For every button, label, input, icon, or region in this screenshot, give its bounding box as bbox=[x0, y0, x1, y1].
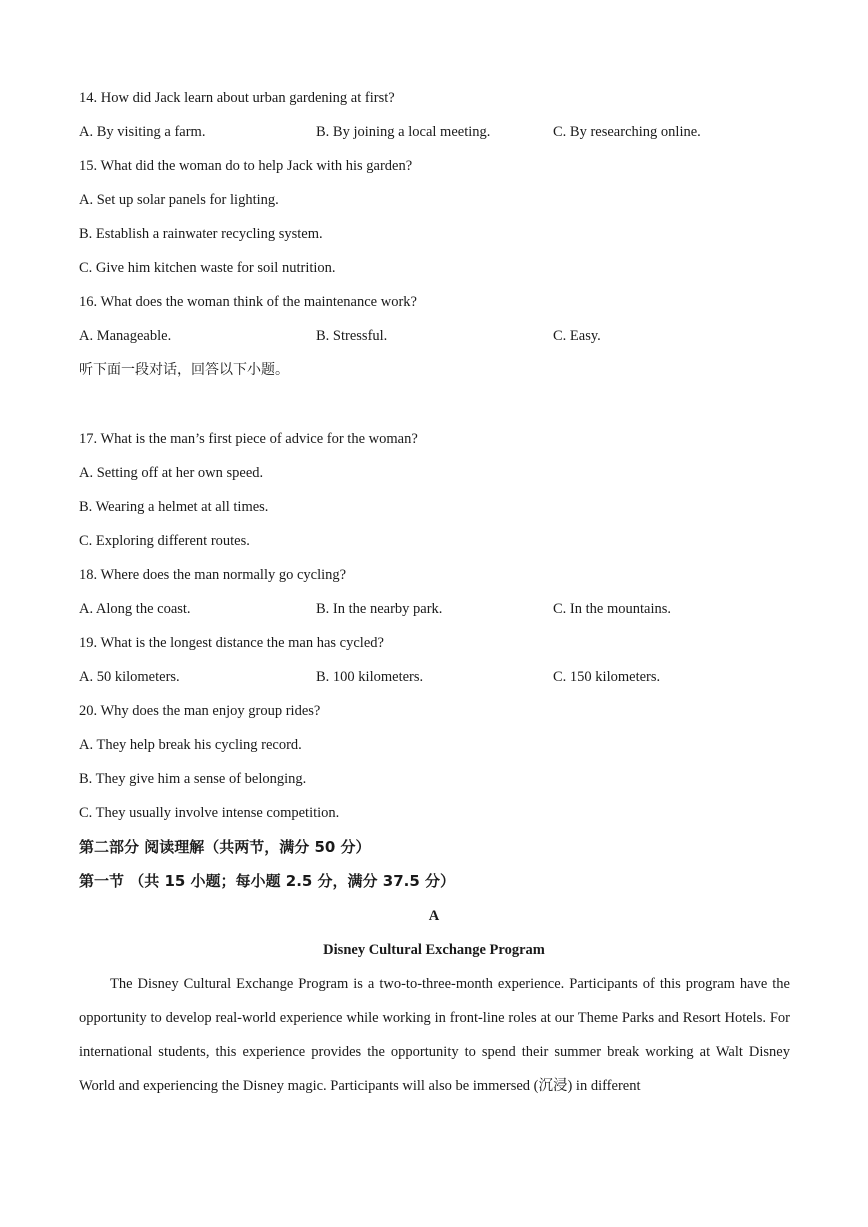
option-c: C. 150 kilometers. bbox=[553, 669, 661, 685]
option-c: C. Exploring different routes. bbox=[79, 533, 250, 549]
question-20: 20. Why does the man enjoy group rides? bbox=[79, 703, 321, 719]
option-a: A. Setting off at her own speed. bbox=[79, 465, 264, 481]
part-heading: 第二部分 阅读理解（共两节，满分 50 分） bbox=[79, 838, 371, 856]
question-16: 16. What does the woman think of the maintenance work? bbox=[79, 294, 417, 310]
listening-instruction: 听下面一段对话，回答以下小题。 bbox=[79, 362, 289, 378]
option-c: C. Easy. bbox=[553, 328, 601, 344]
question-17: 17. What is the man’s first piece of advice for the woman? bbox=[79, 431, 418, 447]
option-b: B. 100 kilometers. bbox=[316, 669, 424, 685]
option-b: B. Wearing a helmet at all times. bbox=[79, 499, 269, 515]
option-b: B. In the nearby park. bbox=[316, 601, 443, 617]
option-a: A. Along the coast. bbox=[79, 601, 191, 617]
option-a: A. By visiting a farm. bbox=[79, 124, 206, 140]
option-a: A. 50 kilometers. bbox=[79, 669, 180, 685]
section-heading: 第一节 （共 15 小题；每小题 2.5 分，满分 37.5 分） bbox=[79, 872, 456, 890]
option-b: B. They give him a sense of belonging. bbox=[79, 771, 307, 787]
question-19-options bbox=[79, 667, 799, 687]
option-a: A. They help break his cycling record. bbox=[79, 737, 302, 753]
question-14-options bbox=[79, 122, 799, 142]
option-a: A. Set up solar panels for lighting. bbox=[79, 192, 279, 208]
passage-paragraph: The Disney Cultural Exchange Program is a two-to-three-month experience. Participants of this program have the opportunity to develop real-world experience while working in front-line roles at our Theme Parks and Resort Hotels. For international students, this experience provides the opportunity to spend their summer break working at Walt Disney World and experiencing the Disney magic. Participants will also be immersed (沉浸) in different bbox=[79, 976, 790, 1094]
question-18: 18. Where does the man normally go cycling? bbox=[79, 567, 347, 583]
question-15: 15. What did the woman do to help Jack with his garden? bbox=[79, 158, 413, 174]
option-c: C. They usually involve intense competition. bbox=[79, 805, 340, 821]
option-b: B. Stressful. bbox=[316, 328, 388, 344]
option-a: A. Manageable. bbox=[79, 328, 172, 344]
option-b: B. Establish a rainwater recycling system. bbox=[79, 226, 323, 242]
option-c: C. By researching online. bbox=[553, 124, 701, 140]
passage-letter: A bbox=[428, 908, 440, 924]
question-16-options bbox=[79, 326, 799, 346]
question-14: 14. How did Jack learn about urban gardening at first? bbox=[79, 90, 395, 106]
question-19: 19. What is the longest distance the man has cycled? bbox=[79, 635, 384, 651]
option-c: C. In the mountains. bbox=[553, 601, 672, 617]
passage-title: Disney Cultural Exchange Program bbox=[323, 942, 545, 958]
option-c: C. Give him kitchen waste for soil nutrition. bbox=[79, 260, 336, 276]
option-b: B. By joining a local meeting. bbox=[316, 124, 491, 140]
question-18-options bbox=[79, 599, 799, 619]
